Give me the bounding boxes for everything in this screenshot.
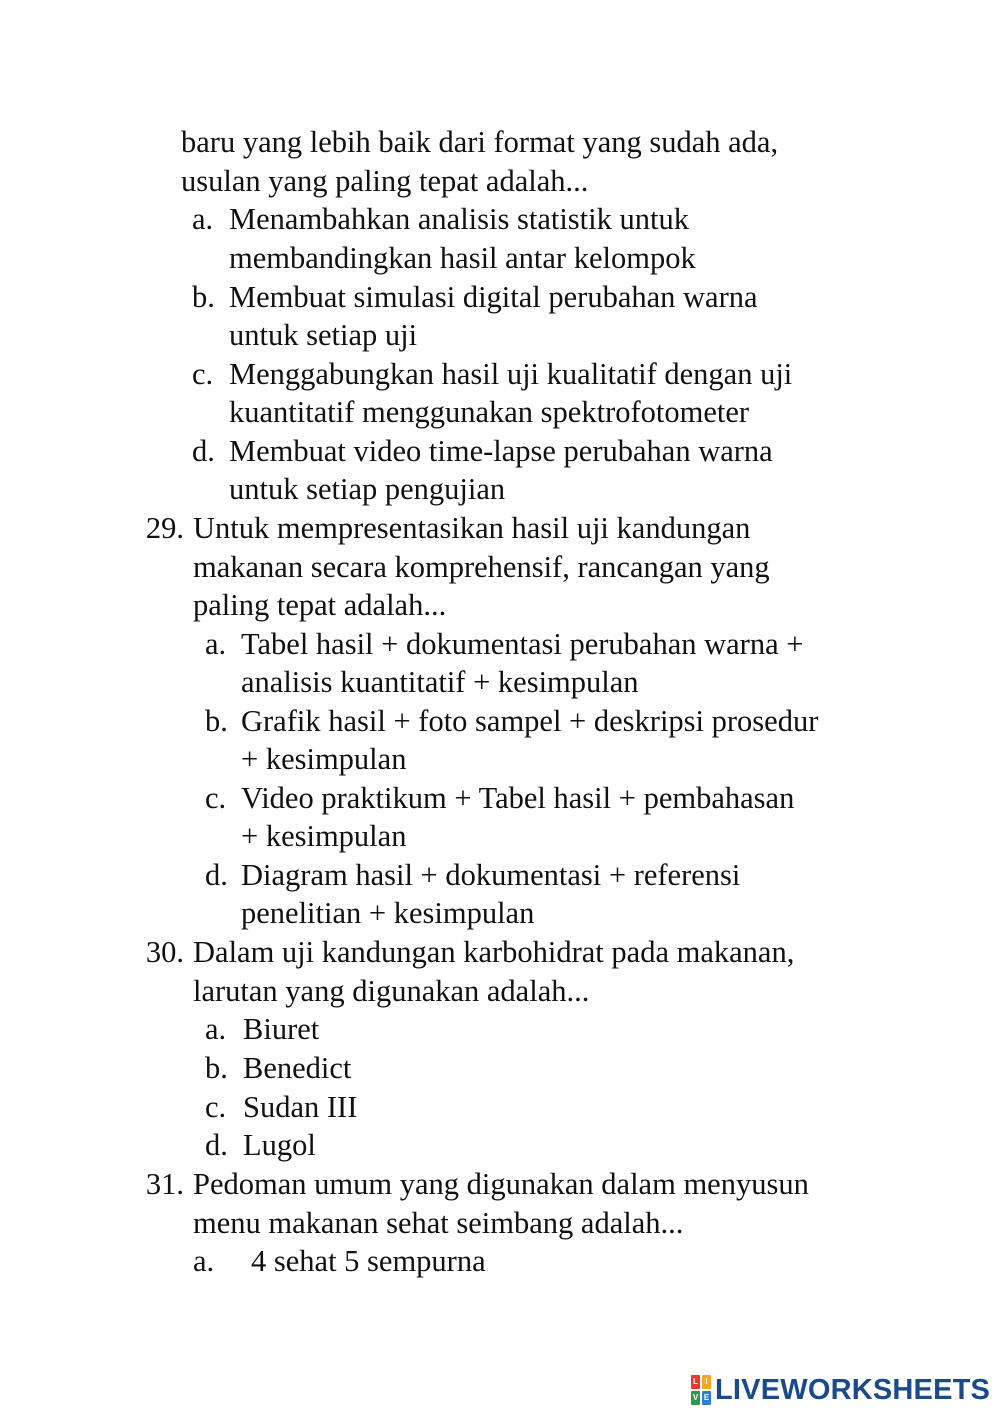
option-letter: a.	[205, 627, 227, 661]
liveworksheets-logo	[691, 1374, 990, 1406]
option-text: Membuat video time-lapse perubahan warna	[229, 434, 773, 468]
option-text: Lugol	[243, 1128, 316, 1162]
option-letter: d.	[205, 858, 228, 892]
option-text: analisis kuantitatif + kesimpulan	[241, 665, 639, 699]
mark-square: I	[702, 1375, 711, 1389]
option-text: 4 sehat 5 sempurna	[251, 1244, 486, 1278]
option-text: Sudan III	[243, 1090, 358, 1124]
option-letter: a.	[205, 1012, 227, 1046]
option-text: kuantitatif menggunakan spektrofotometer	[229, 395, 750, 429]
option-text: + kesimpulan	[241, 742, 407, 776]
option-letter: b.	[205, 1051, 228, 1085]
option-letter: a.	[192, 202, 214, 236]
option-text: + kesimpulan	[241, 819, 407, 853]
option-text: Membuat simulasi digital perubahan warna	[229, 280, 758, 314]
question-stem-line: baru yang lebih baik dari format yang sudah ada,	[181, 125, 779, 159]
mark-square: E	[702, 1391, 711, 1405]
option-text: Video praktikum + Tabel hasil + pembahasan	[241, 781, 795, 815]
question-stem-line: Pedoman umum yang digunakan dalam menyusun	[193, 1167, 809, 1201]
question-stem-line: makanan secara komprehensif, rancangan yang	[193, 550, 770, 584]
option-text: untuk setiap uji	[229, 318, 418, 352]
option-text: Tabel hasil + dokumentasi perubahan warna +	[241, 627, 804, 661]
option-letter: c.	[205, 781, 227, 815]
question-stem-line: Untuk mempresentasikan hasil uji kandungan	[193, 511, 751, 545]
question-number: 29.	[145, 511, 184, 545]
question-stem-line: Dalam uji kandungan karbohidrat pada makanan,	[193, 935, 795, 969]
option-text: Menggabungkan hasil uji kualitatif dengan uji	[229, 357, 793, 391]
option-letter: b.	[192, 280, 215, 314]
option-text: membandingkan hasil antar kelompok	[229, 241, 696, 275]
question-number: 30.	[145, 935, 184, 969]
question-stem-line: larutan yang digunakan adalah...	[193, 974, 590, 1008]
option-text: penelitian + kesimpulan	[241, 896, 535, 930]
mark-square: V	[691, 1391, 700, 1405]
option-text: Grafik hasil + foto sampel + deskripsi prosedur	[241, 704, 819, 738]
option-letter: a.	[193, 1244, 215, 1278]
question-stem-line: menu makanan sehat seimbang adalah...	[193, 1206, 684, 1240]
option-letter: c.	[192, 357, 214, 391]
option-letter: c.	[205, 1090, 227, 1124]
option-text: untuk setiap pengujian	[229, 472, 506, 506]
option-letter: b.	[205, 704, 228, 738]
watermark-text: LIVEWORKSHEETS	[715, 1373, 991, 1406]
option-text: Biuret	[243, 1012, 320, 1046]
option-text: Benedict	[243, 1051, 352, 1085]
question-number: 31.	[145, 1167, 184, 1201]
mark-square: L	[691, 1375, 700, 1389]
liveworksheets-mark-icon	[691, 1375, 711, 1405]
option-text: Menambahkan analisis statistik untuk	[229, 202, 689, 236]
question-stem-line: paling tepat adalah...	[193, 588, 447, 622]
option-text: Diagram hasil + dokumentasi + referensi	[241, 858, 741, 892]
option-letter: d.	[192, 434, 215, 468]
question-stem-line: usulan yang paling tepat adalah...	[181, 164, 589, 198]
option-letter: d.	[205, 1128, 228, 1162]
